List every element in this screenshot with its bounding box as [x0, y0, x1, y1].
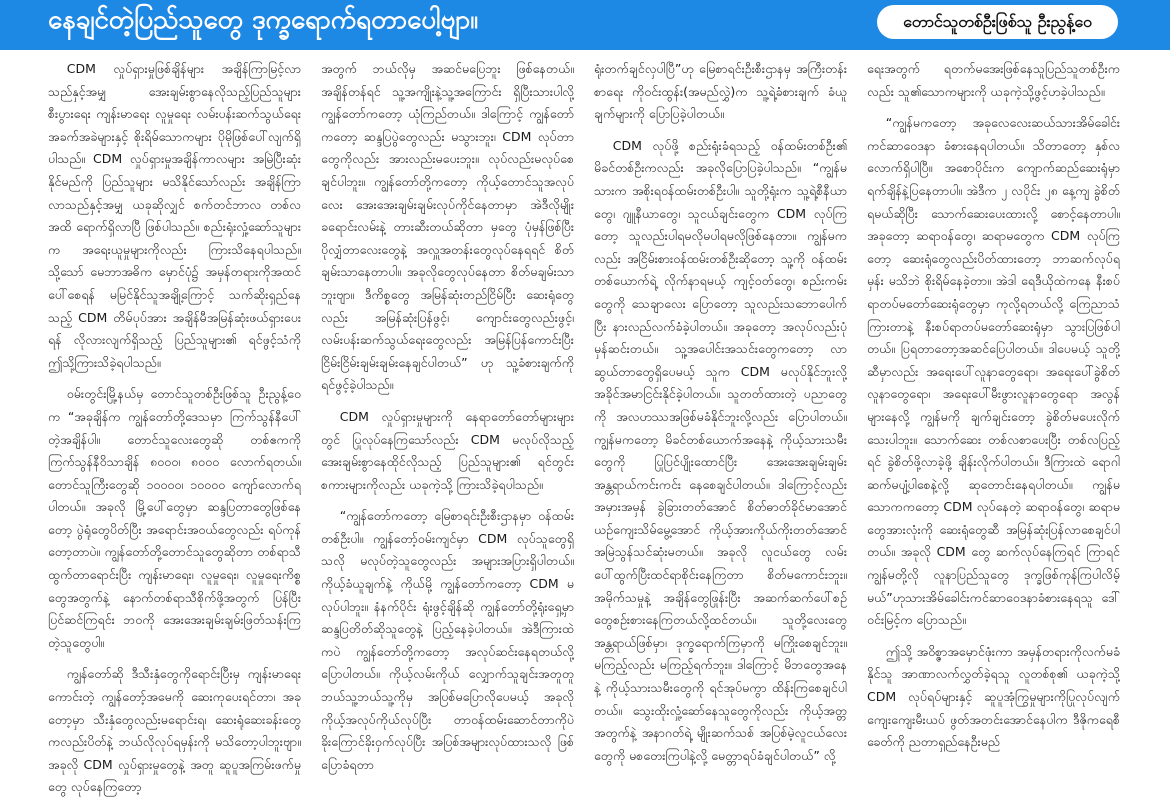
paragraph: ကျွန်တော်ဆို ဒီသီးနှံတွေကိုရောင်းပြီးမှ ကျန်းမာရေးကောင်းတဲ့ ကျွန်တော့်အမေကို ဆေးကုပေးရင်တာ၊ အခုတော့မှာ သီးနှံတွေလည်းမရောင်းရ၊ ဆေးရုံဆေးခန်းတွေကလည်းပိတ်နဲ့ ဘယ်လိုလုပ်ရမှန်းကို မသိတော့ပါဘူးဗျာ။ အခုလို CDM လှုပ်ရှားမှုတွေနဲ့ အတူ ဆူပူအကြမ်းဖက်မှုတွေ လုပ်နေကြတော့: [48, 666, 301, 795]
paragraph: ဝမ်းတွင်းမြို့နယ်မှ တောင်သူတစ်ဦးဖြစ်သူ ဦးညွန့်ဝေက “အခုချိန်က ကျွန်တော်တို့ဒေသမှာ ကြက်သွန်နီပေါ်တဲ့အချိန်ပါ။ တောင်သူလေးတွေဆို တစ်ဧကကို ကြက်သွန်နီဝိသာချိန် ၈၀၀၀၊ ၈၀၀၀ လောက်ရတယ်။ တောင်သူကြီးတွေဆို ၁၀၀၀၀၊ ၁၀၀၀၀ ကျော်လောက်ရပါတယ်။ အခုလို မြို့ပေါ်တွေမှာ ဆန္ဒပြတာတွေဖြစ်နေတော့ ပွဲရုံတွေပိတ်ပြီး အရောင်းအဝယ်တွေလည်း ရပ်ကုန်တော့တာပဲ။ ကျွန်တော်တို့တောင်သူတွေဆိုတာ တစ်ရာသီထွက်တာရောင်းပြီး ကျန်းမာရေး၊ လူမှုရေး၊ လူမှုရေးကိစ္စတွေအတွက်နဲ့ နောက်တစ်ရာသီစိုက်ဖို့အတွက် ပြန်ပြီးပြင်ဆင်ကြရင်း ဘဝကို အေးအေးချမ်းချမ်းဖြတ်သန်းကြတဲ့သူတွေပါ။: [48, 386, 301, 650]
paragraph: “ကျွန်တော်ကတော့ မြေစာရင်းဦးစီးဌာနမှာ ဝန်ထမ်းတစ်ဦးပါ။ ကျွန်တော့်ဝမ်းကျင်မှာ CDM လုပ်သူတွေရှိသလို မလုပ်တဲ့သူတွေလည်း အများအပြားရှိပါတယ်။ ကိုယ့်ခံယူချက်နဲ့ ကိုယ်မို့ ကျွန်တော်ကတော့ CDM မလုပ်ပါဘူး။ နံနက်ပိုင်း ရုံးဖွင့်ချိန်ဆို ကျွန်တော်တို့ရုံးရှေ့မှာ ဆန္ဒပြတိတ်ဆိုသူတွေနဲ့ ပြည့်နေခဲ့ပါတယ်။ အဲဒီကြားထဲကပဲ ကျွန်တော်တို့ကတော့ အလုပ်ဆင်းနေရတယ်လို့ ပြောပါတယ်။ ကိုယ့်လမ်းကိုယ် လျှောက်သူချင်းအတူတူ ဘယ်သူ့ဘယ်သူ့ကိုမှ အပြစ်မပြောလိုပေမယ့် အခုလို ကိုယ့်အလုပ်ကိုယ်လုပ်ပြီး တာဝန်ထမ်းဆောင်တာကိုပဲ ခိုးကြောင်ခိုးဝှက်လုပ်ပြီး အပြစ်အများလုပ်ထားသလို ဖြစ်ပြောခံရတာ: [321, 508, 574, 772]
paragraph: ဤသို့ အဝိစ္ဇာအမှောင်ဖုံးကာ အမှန်တရားကိုလက်မခံနိုင်သူ အာဏာလက်လွှတ်ခဲ့ရသူ လူတစ်စု၏ ယခုကဲ့သို့ CDM လုပ်ရပ်များနှင့် ဆူပူအုံကြွမှုများကိုပြုလုပ်လျက် ကျေးကျေးမီးယပ် ဖွတ်အတင်းအောင်နေပါက ဒီဇိုကရေစီခေတ်ကို ညတာရှည်နေဦးမည်: [867, 643, 1120, 750]
byline-pill: တောင်သူတစ်ဦးဖြစ်သူ ဦးညွန့်ဝေ: [877, 5, 1118, 39]
article-column-4: [867, 58, 1120, 800]
paragraph: ရေးအတွက် ရတက်မအေးဖြစ်နေသူပြည်သူတစ်ဦးကလည်း သူ၏သောကများကို ယခုကဲ့သို့ဖွင့်ဟခဲ့ပါသည်။: [867, 61, 1120, 99]
article-column-2: [321, 58, 574, 800]
article-column-1: [48, 58, 301, 800]
paragraph: CDM လှုပ်ရှားမှုများကို နေရာတော်တော်များများတွင် ပြုလုပ်နေကြသော်လည်း CDM မလုပ်လိုသည့် အေးချမ်းစွာနေထိုင်လိုသည့် ပြည်သူများ၏ ရင်တွင်းစကားများကိုလည်း ယခုကဲ့သို့ ကြားသိခဲ့ရပါသည်။: [321, 408, 574, 492]
paragraph: အတွက် ဘယ်လိုမှ အဆင်မပြေဘူး ဖြစ်နေတယ်။ အချိန်တန်ရင် သူ့အကျိုးနဲ့သူ့အကြောင်း ရှိပြီးသားပါလို့ ကျွန်တော်ကတော့ ယုံကြည်တယ်။ ဒါကြောင့် ကျွန်တော်ကတော့ ဆန္ဒပြပွဲတွေလည်း မသွားဘူး၊ CDM လုပ်တာတွေကိုလည်း အားလည်းမပေးဘူး။ လုပ်လည်းမလုပ်စေချင်ပါဘူး။ ကျွန်တော်တို့ကတော့ ကိုယ့်တောင်သူအလုပ်လေး အေးအေးချမ်းချမ်းလုပ်ကိုင်နေတာမှာ အဲဒီလိုမျိုး ခရောင်းလမ်းနဲ့ တားဆီးတယ်ဆိုတာ မှတွေ ပုံမှန်ဖြစ်ပြီး ပိုလျှံတာလေးတွေနဲ့ အလှူအတန်းတွေလုပ်နေရရင် စိတ်ချမ်းသာနေတာပါ။ အခုလိုတွေလုပ်နေတာ စိတ်မချမ်းသာဘူးဗျာ။ ဒီကိစ္စတွေ အမြန်ဆုံးတည်ငြိမ်ပြီး ဆေးရုံတွေလည်း အမြန်ဆုံးပြန်ဖွင့်၊ ကျောင်းတွေလည်းဖွင့်၊ လမ်းပန်းဆက်သွယ်ရေးတွေလည်း အမြန်ပြန်ကောင်းပြီး ငြိမ်းငြိမ်းချမ်းချမ်းနေချင်ပါတယ်” ဟု သူ့ခံစားချက်ကို ရင်ဖွင့်ခဲ့ပါသည်။: [321, 61, 574, 393]
paragraph: ရုံးတက်ချင်လှပါပြီ”ဟု မြေစာရင်းဦးစီးဌာနမှ အကြီးတန်းစာရေး ကိုဝင်းထွန်း(အမည်လွှဲ)က သူ့ရဲ့ခံစားချက် ခံယူချက်များကို ပြောပြခဲ့ပါတယ်။: [594, 61, 847, 122]
article-body: [48, 58, 1122, 800]
article-column-3: [594, 58, 847, 800]
paragraph: “ကျွန်မကတော့ အခုလေလေးဆယ်သားအိမ်ခေါင်းကင်ဆာဝေဒနာ ခံစားနေရပါတယ်။ သိတာတော့ နှစ်လလောက်ရှိပါပြီ။ အစောပိုင်းက ကျောက်ဆည်ဆေးရုံမှာ ရက်ချိန်နဲ့ပြနေတာပါ။ အဲဒီက ၂ လပိုင်း ၂၈ နေ့ကျ ခွဲစိတ်ရမယ်ဆိုပြီး သောက်ဆေးပေးထားလို့ စောင့်နေတာပါ။ အခုတော့ ဆရာဝန်တွေ၊ ဆရာမတွေက CDM လုပ်ကြတော့ ဆေးရုံတွေလည်းပိတ်ထားတော့ ဘာဆက်လုပ်ရမှန်း မသိဘဲ စိုးရိမ်နေခဲ့တာ။ အဲဒါ ရေဒီယိုထဲကနေ နီးစပ်ရာတပ်မတော်ဆေးရုံတွေမှာ ကုလို့ရတယ်လို့ ကြေညာသံကြားတာနဲ့ နီးစပ်ရာတပ်မတော်ဆေးရုံမှာ သွားပြဖြစ်ပါတယ်။ ပြရတာတော့အဆင်ပြေပါတယ်။ ဒါပေမယ့် သူတို့ဆီမှာလည်း အရေးပေါ်လူနာတွေရော၊ အရေးပေါ်ခွဲစိတ်လူနာတွေရော၊ အရေးပေါ်မီးဖွားလူနာတွေရော အလွန်များနေလို့ ကျွန်မကို ချက်ချင်းတော့ ခွဲစိတ်မပေးလိုက်သေးပါဘူး။ သောက်ဆေး တစ်လစာပေးပြီး တစ်လပြည့်ရင် ခွဲစိတ်ဖို့လာခဲ့ဖို့ ချိန်းလိုက်ပါတယ်။ ဒီကြားထဲ ရောဂါဆက်မပျံ့ပါစေနဲ့လို့ ဆုတောင်းနေရပါတယ်။ ကျွန်မသောကကတော့ CDM လုပ်နေတဲ့ ဆရာဝန်တွေ၊ ဆရာမတွေအားလုံးကို ဆေးရုံတွေဆီ အမြန်ဆုံးပြန်လာစေချင်ပါတယ်။ အခုလို CDM တွေ ဆက်လုပ်နေကြရင် ကြာရင် ကျွန်မတို့လို လူနာပြည်သူတွေ ဒုက္ခဖြစ်ကုန်ကြပါလိမ့်မယ်”ဟုသားအိမ်ခေါင်းကင်ဆာဝေဒနာခံစားနေရသူ ဒေါ်ဝင်းမြင့်က ပြောသည်။: [867, 115, 1120, 628]
paragraph: CDM လုပ်ဖို့ စည်းရုံးခံရသည့် ဝန်ထမ်းတစ်ဦး၏ မိခင်တစ်ဦးကလည်း အခုလိုပြောပြခဲ့ပါသည်။ “ကျွန်မသားက အစိုးရဝန်ထမ်းတစ်ဦးပါ။ သူတို့ရုံးက သူ့ရဲ့စီနီယာတွေ၊ ဂျူနီယာတွေ၊ သူငယ်ချင်းတွေက CDM လုပ်ကြတော့ သူလည်းပါရမလိုမပါရမလိုဖြစ်နေတာ။ ကျွန်မကလည်း အငြိမ်းစားဝန်ထမ်းတစ်ဦးဆိုတော့ သူ့ကို ဝန်ထမ်းတစ်ယောက်ရဲ့ လိုက်နာရမယ့် ကျင့်ဝတ်တွေ၊ စည်းကမ်းတွေကို သေချာလေး ပြောတော့ သူလည်းသဘောပေါက်ပြီး နားလည်လက်ခံခဲ့ပါတယ်။ အခုတော့ အလုပ်လည်းပုံမှန်ဆင်းတယ်။ သူ့အပေါင်းအသင်းတွေကတော့ လာဆွယ်တာတွေရှိပေမယ့် သူက CDM မလုပ်နိုင်ဘူးလို့ အခိုင်အမာငြင်းနိုင်ခဲ့ပါတယ်။ သူတတ်ထားတဲ့ ပညာတွေကို အလဟဿအဖြစ်မခံနိုင်ဘူးလို့လည်း ပြောပါတယ်။ ကျွန်မကတော့ မိခင်တစ်ယောက်အနေနဲ့ ကိုယ့်သားသမီးတွေကို ပြုပြင်ပျိုးထောင်ပြီး အေးအေးချမ်းချမ်း အန္တရာယ်ကင်းကင်း နေစေချင်ပါတယ်။ ဒါကြောင့်လည်း အမှားအမှန် ခွဲခြားတတ်အောင် စိတ်ဓာတ်ခိုင်မာအောင် ယဉ်ကျေးသိမ်မွေ့အောင် ကိုယ့်အားကိုယ်ကိုးတတ်အောင် အမြဲသွန်သင်ဆုံးမတယ်။ အခုလို လူငယ်တွေ လမ်းပေါ်ထွက်ပြီးထင်ရာစိုင်းနေကြတာ စိတ်မကောင်းဘူး။ အမိုက်သမှုနဲ့ အချိန်တွေဖြုန်းပြီး အဆက်ဆက်ပေါ်စဉ်တွေစဉ်းစားနေကြတယ်လို့ထင်တယ်။ သူတို့လေးတွေ အန္တရာယ်ဖြစ်မှာ၊ ဒုက္ခရောက်ကြမှာကို မကြိုးစေချင်ဘူး။ မကြည့်လည်း မကြည့်ရက်ဘူး။ ဒါကြောင့် မိဘတွေအနေနဲ့ ကိုယ့်သားသမီးတွေကို ရင်အုပ်မကွာ ထိန်းကြစေချင်ပါတယ်။ သွေးထိုးလှုံ့ဆော်နေသူတွေကိုလည်း ကိုယ့်အတ္တအတွက်နဲ့ အနာဂတ်ရဲ့ မျိုးဆက်သစ် အပြစ်မဲ့လူငယ်လေးတွေကို မစတေးကြပါနဲ့လို့ မေတ္တာရပ်ခံချင်ပါတယ်” လို့: [594, 137, 847, 763]
paragraph: CDM လှုပ်ရှားမှုဖြစ်ချိန်များ အချိန်ကြာမြင့်လာသည်နှင့်အမျှ အေးချမ်းစွာနေလိုသည့်ပြည်သူများ စီးပွားရေး ကျန်းမာရေး လူမှုရေး လမ်းပန်းဆက်သွယ်ရေး အခက်အခဲများနှင့် စိုးရိမ်သောကများ ပိုမိုဖြစ်ပေါ်လျက်ရှိပါသည်။ CDM လှုပ်ရှားမှုအချိန်ကာလများ အမြဲပြီးဆုံးနိုင်မည်ကို ပြည်သူများ မသိနိုင်သော်လည်း အချိန်ကြာလာသည်နှင့်အမျှ ယခုဆိုလျှင် စက်တင်ဘာလ တစ်လအထိ ရောက်ရှိလာပြီ ဖြစ်ပါသည်။ စည်းရုံးလှုံ့ဆော်သူများက အရေးယူမှုများကိုလည်း ကြားသိနေရပါသည်။ သို့သော် မေဘာအဓိက မှောင်ပုံ၌ အမှန်တရားကိုအထင်ပေါ်စေရန် မမြင်နိုင်သူအချို့ကြောင့် သက်ဆိုးရှည်နေသည့် CDM တိမ်ပုပ်အား အချိန်မီအမြန်ဆုံးဖယ်ရှားပေးရန် လိုလားလျက်ရှိသည့် ပြည်သူများ၏ ရင်ဖွင့်သံကို ဤသို့ကြားသိခဲ့ရပါသည်။: [48, 61, 301, 370]
headline: နေချင်တဲ့ပြည်သူတွေ ဒုက္ခရောက်ရတာပေါ့ဗျာ။: [48, 5, 479, 35]
